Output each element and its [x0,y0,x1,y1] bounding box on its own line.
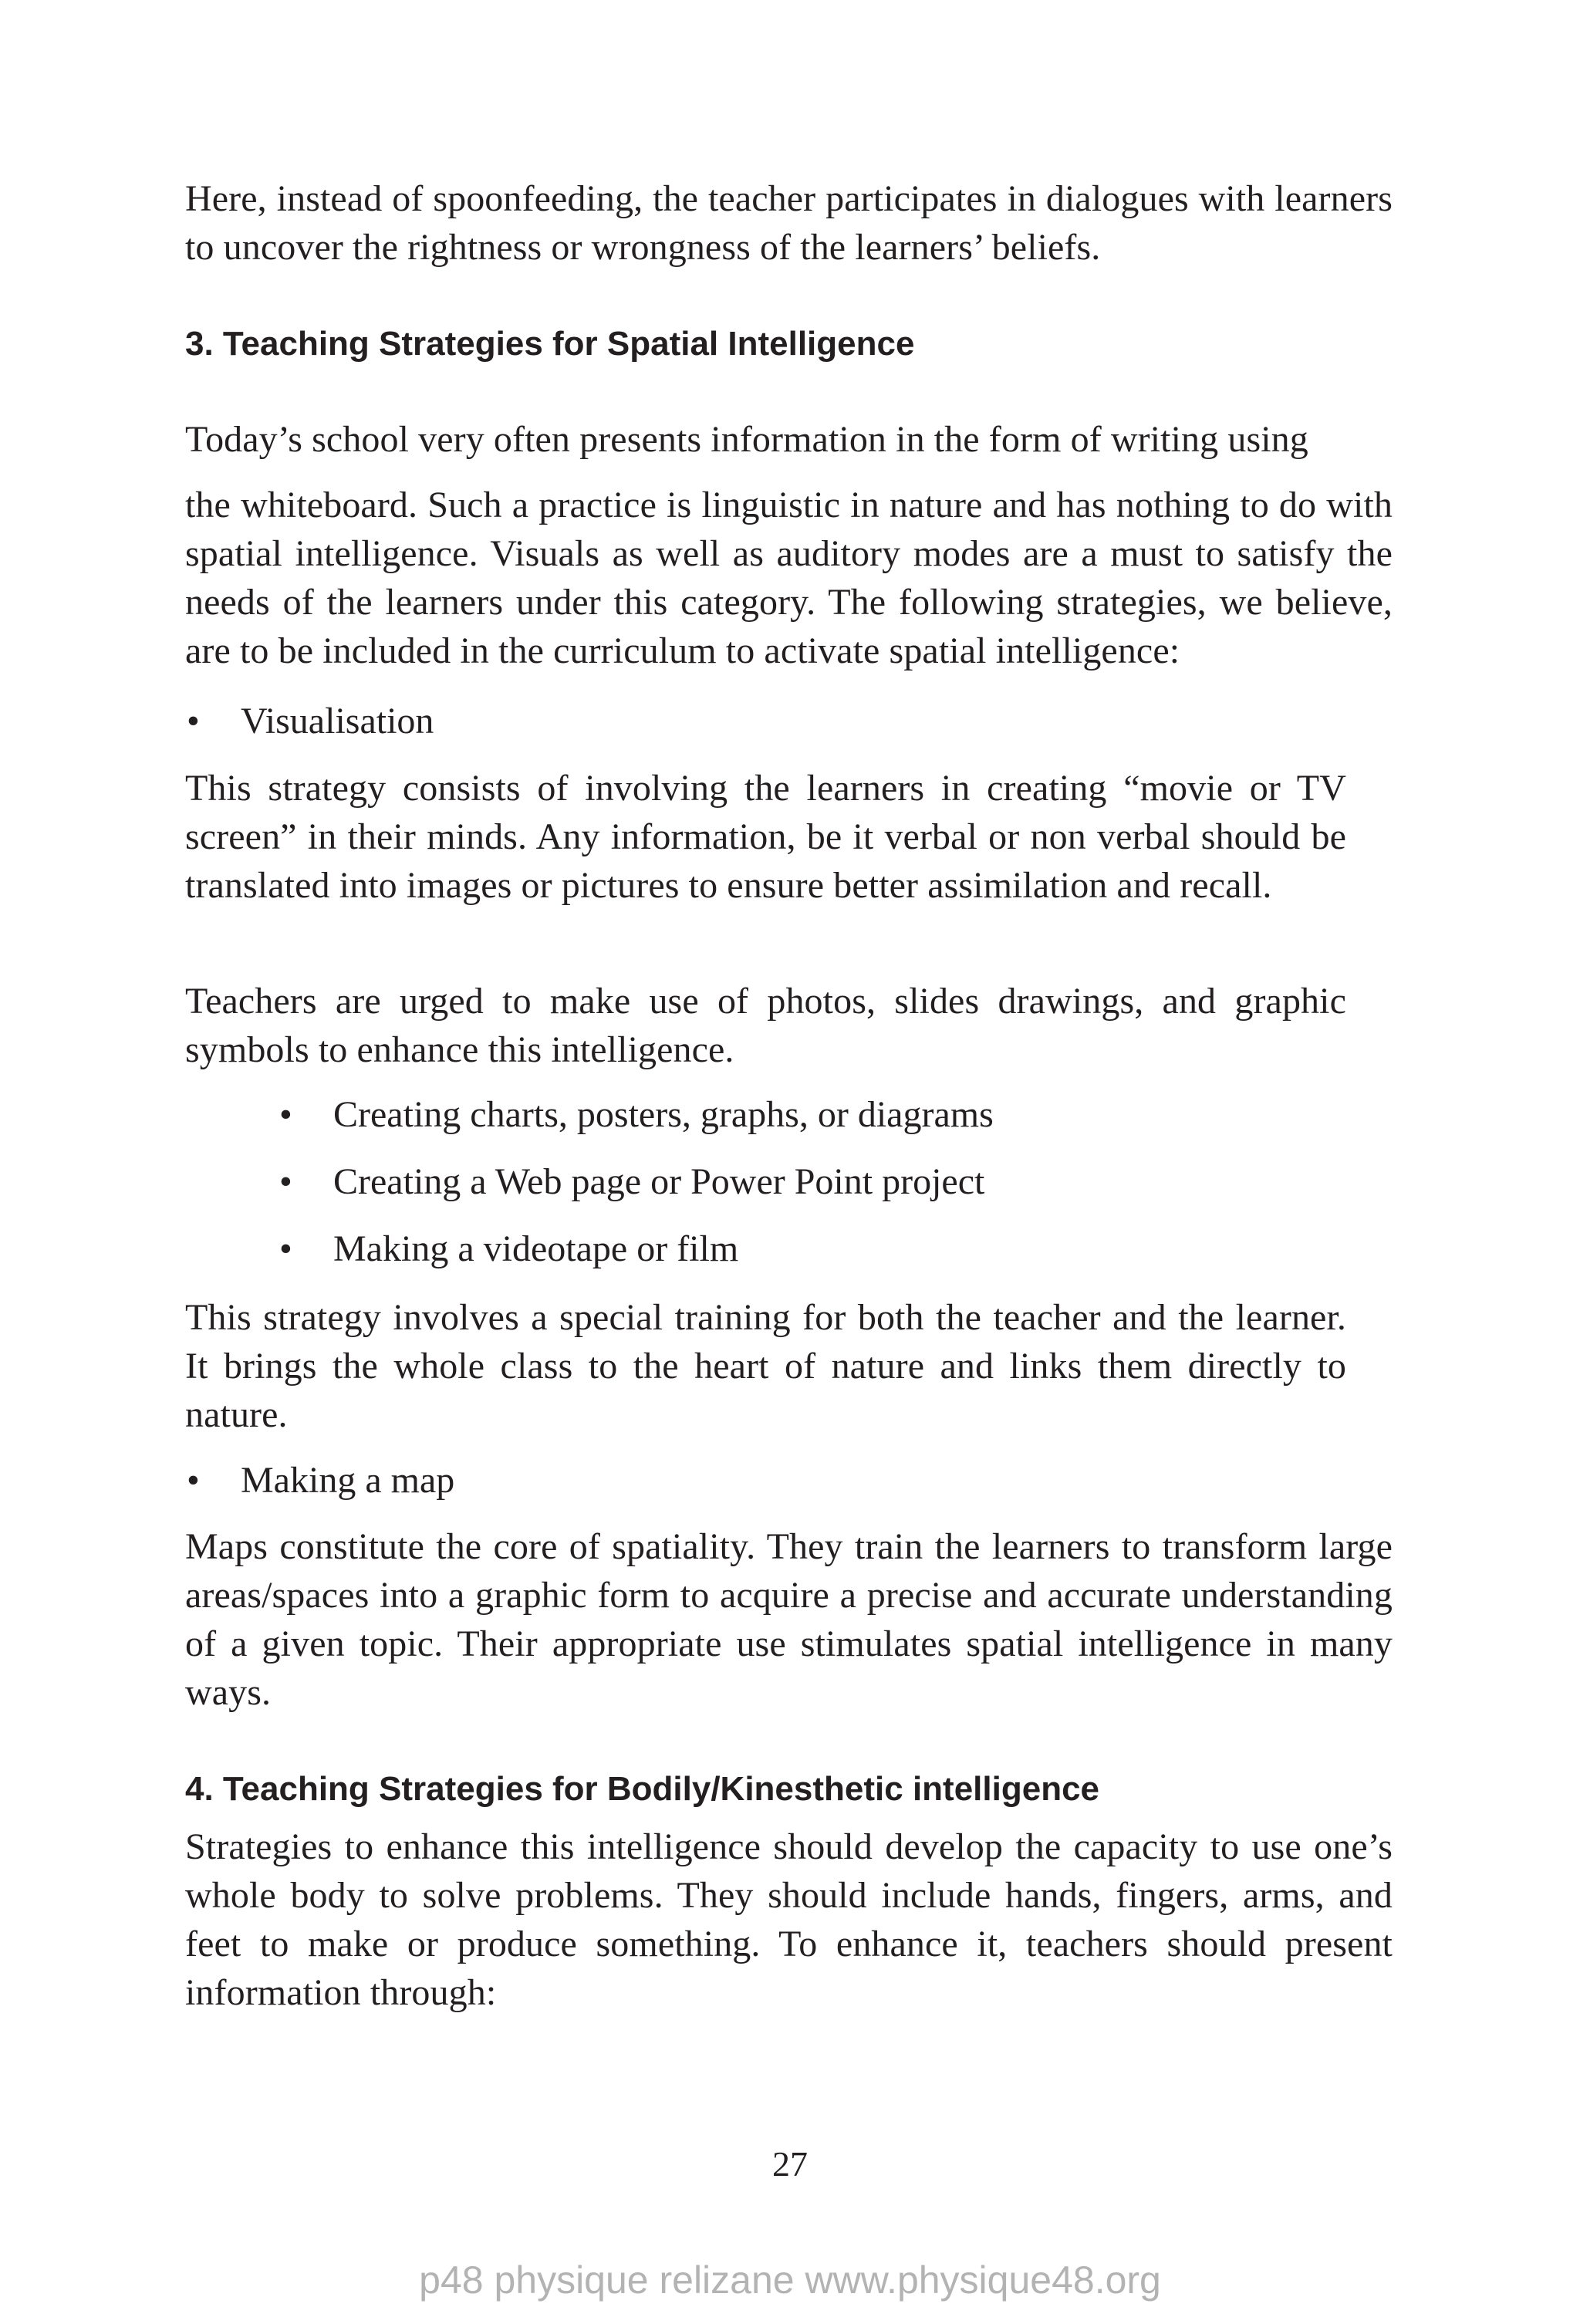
spatial-paragraph-line1: Today’s school very often presents information in the form of writing using [185,419,1308,460]
bullet-label: Making a map [241,1460,455,1501]
section-3-heading: 3. Teaching Strategies for Spatial Intelligence [185,325,915,363]
bullet-icon: • [279,1228,292,1269]
spatial-paragraph: the whiteboard. Such a practice is linguistic in nature and has nothing to do with spatial intelligence. Visuals as well as auditory modes are a must to satisfy the needs of the learners under this category. The following strategies, we believe, are to be included in the curriculum to activate spatial intelligence: [185,485,1393,671]
visualisation-description: This strategy consists of involving the learners in creating “movie or TV screen” in their minds. Any information, be it verbal or non verbal should be translated into images or pictures to ensure better assimilation and recall. [185,768,1346,906]
bullet-icon: • [279,1161,292,1202]
special-training-paragraph: This strategy involves a special training for both the teacher and the learner. It brings the whole class to the heart of nature and links them directly to nature. [185,1297,1346,1435]
bullet-label: Visualisation [241,701,434,741]
maps-paragraph: Maps constitute the core of spatiality. They train the learners to transform large areas/spaces into a graphic form to acquire a precise and accurate understanding of a given topic. Their appropriate use stimulates spatial intelligence in many ways. [185,1526,1393,1713]
footer-watermark: p48 physique relizane www.physique48.org [419,2258,1161,2302]
section-4-heading: 4. Teaching Strategies for Bodily/Kinesthetic intelligence [185,1770,1100,1808]
bullet-icon: • [279,1094,292,1135]
page-number: 27 [772,2144,808,2184]
intro-paragraph: Here, instead of spoonfeeding, the teacher participates in dialogues with learners to uncover the rightness or wrongness of the learners’ beliefs. [185,178,1393,268]
sub-bullet-item [279,1224,738,1273]
sub-bullet-item [279,1157,984,1206]
sub-bullet-item [279,1090,994,1139]
bodily-paragraph: Strategies to enhance this intelligence should develop the capacity to use one’s whole body to solve problems. They should include hands, fingers, arms, and feet to make or produce something. To enhance it, teachers should present information through: [185,1826,1393,2013]
bullet-icon: • [187,1460,200,1501]
bullet-visualisation [187,697,434,745]
teachers-urged-paragraph: Teachers are urged to make use of photos, slides drawings, and graphic symbols to enhance this intelligence. [185,981,1346,1070]
sub-bullet-label: Creating a Web page or Power Point project [333,1161,985,1202]
sub-bullet-label: Making a videotape or film [333,1228,739,1269]
sub-bullet-label: Creating charts, posters, graphs, or diagrams [333,1094,994,1135]
bullet-making-map [187,1456,454,1505]
bullet-icon: • [187,701,200,741]
